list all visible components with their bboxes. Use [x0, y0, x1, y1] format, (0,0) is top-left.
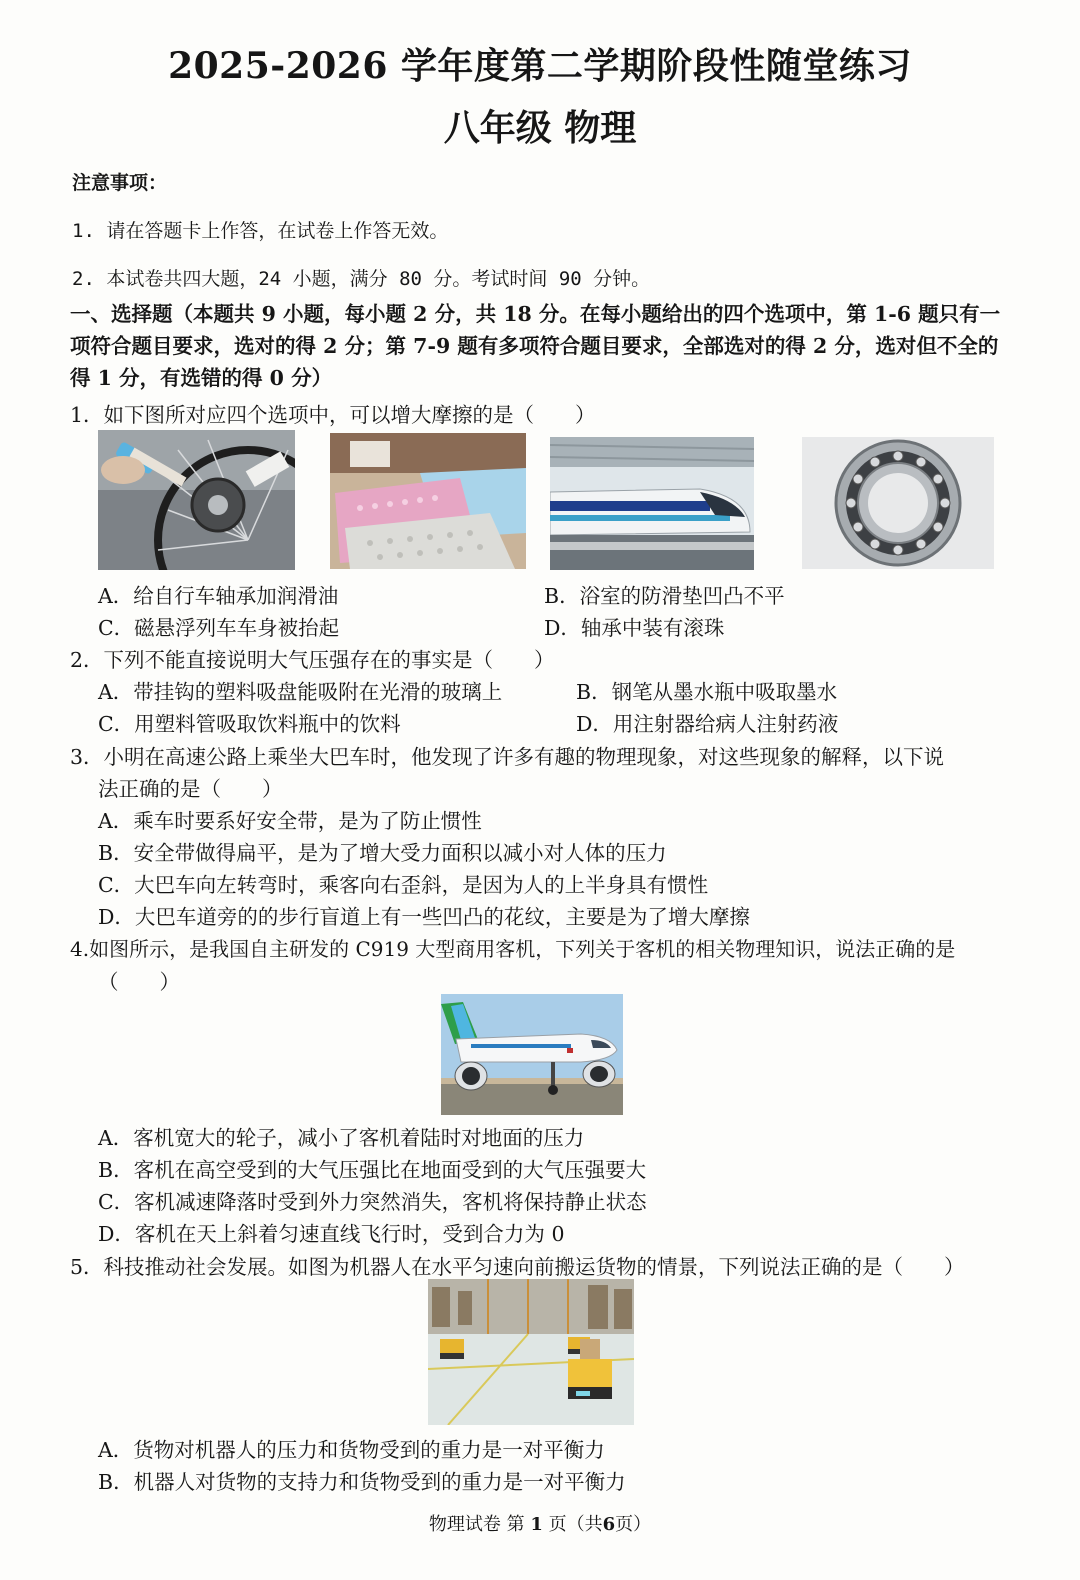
q4-option-a: A．客机宽大的轮子，减小了客机着陆时对地面的压力 [98, 1126, 585, 1150]
footer-page-number: 1 [530, 1514, 543, 1535]
q5-option-b: B．机器人对货物的支持力和货物受到的重力是一对平衡力 [98, 1470, 626, 1494]
q4-option-c: C．客机减速降落时受到外力突然消失，客机将保持静止状态 [98, 1190, 647, 1214]
q2-option-d: D．用注射器给病人注射药液 [576, 712, 839, 736]
q4-option-b: B．客机在高空受到的大气压强比在地面受到的大气压强要大 [98, 1158, 647, 1182]
notice-item-1: 1. 请在答题卡上作答，在试卷上作答无效。 [72, 220, 449, 242]
footer-prefix: 物理试卷 第 [428, 1514, 525, 1535]
q1-option-d: D．轴承中装有滚珠 [544, 616, 725, 640]
c919-airplane-image [441, 994, 623, 1115]
q1-stem: 1．如下图所对应四个选项中，可以增大摩擦的是（ ） [70, 403, 596, 427]
q3-option-b: B．安全带做得扁平，是为了增大受力面积以减小对人体的压力 [98, 841, 667, 865]
notice-heading: 注意事项： [72, 172, 168, 194]
exam-subtitle: 八年级 物理 [443, 107, 637, 149]
q3-option-a: A．乘车时要系好安全带，是为了防止惯性 [98, 809, 482, 833]
q4-stem-line2: （ ） [98, 970, 180, 994]
page-footer [0, 1510, 1080, 1536]
bicycle-lubrication-image [98, 430, 295, 570]
warehouse-robot-image [428, 1279, 634, 1425]
notice-item-2: 2. 本试卷共四大题，24 小题，满分 80 分。考试时间 90 分钟。 [72, 268, 651, 290]
q1-option-b: B．浴室的防滑垫凹凸不平 [544, 584, 785, 608]
footer-middle: 页（共 [548, 1514, 603, 1535]
q3-option-c: C．大巴车向左转弯时，乘客向右歪斜，是因为人的上半身具有惯性 [98, 873, 709, 897]
q5-stem: 5．科技推动社会发展。如图为机器人在水平匀速向前搬运货物的情景，下列说法正确的是（ ） [70, 1255, 965, 1279]
section-1-heading: 一、选择题（本题共 9 小题，每小题 2 分，共 18 分。在每小题给出的四个选项中，第 1-6 题只有一项符合题目要求，选对的得 2 分；第 7-9 题有多项符合题目要求，全部选对的得 2 分，选对但不全的得 1 分，有选错的得 0 分） [70, 302, 1001, 390]
q4-stem-line1: 4.如图所示，是我国自主研发的 C919 大型商用客机，下列关于客机的相关物理知识，说法正确的是 [70, 937, 956, 961]
maglev-train-image [550, 437, 754, 570]
bath-mat-image [330, 433, 526, 569]
q3-option-d: D．大巴车道旁的的步行盲道上有一些凹凸的花纹，主要是为了增大摩擦 [98, 905, 750, 929]
q2-option-c: C．用塑料管吸取饮料瓶中的饮料 [98, 712, 401, 736]
exam-title: 2025-2026 学年度第二学期阶段性随堂练习 [168, 45, 912, 87]
footer-total-pages: 6 [602, 1514, 616, 1535]
q2-stem: 2．下列不能直接说明大气压强存在的事实是（ ） [70, 648, 555, 672]
ball-bearing-image [802, 437, 994, 569]
q3-stem-line1: 3．小明在高速公路上乘坐大巴车时，他发现了许多有趣的物理现象，对这些现象的解释，以下说 [70, 745, 945, 769]
q3-stem-line2: 法正确的是（ ） [98, 777, 283, 801]
q4-option-d: D．客机在天上斜着匀速直线飞行时，受到合力为 0 [98, 1222, 565, 1246]
footer-suffix: 页） [615, 1514, 652, 1535]
q5-option-a: A．货物对机器人的压力和货物受到的重力是一对平衡力 [98, 1438, 605, 1462]
q1-option-a: A．给自行车轴承加润滑油 [98, 584, 339, 608]
q1-option-c: C．磁悬浮列车车身被抬起 [98, 616, 340, 640]
q2-option-a: A．带挂钩的塑料吸盘能吸附在光滑的玻璃上 [98, 680, 503, 704]
q2-option-b: B．钢笔从墨水瓶中吸取墨水 [576, 680, 838, 704]
